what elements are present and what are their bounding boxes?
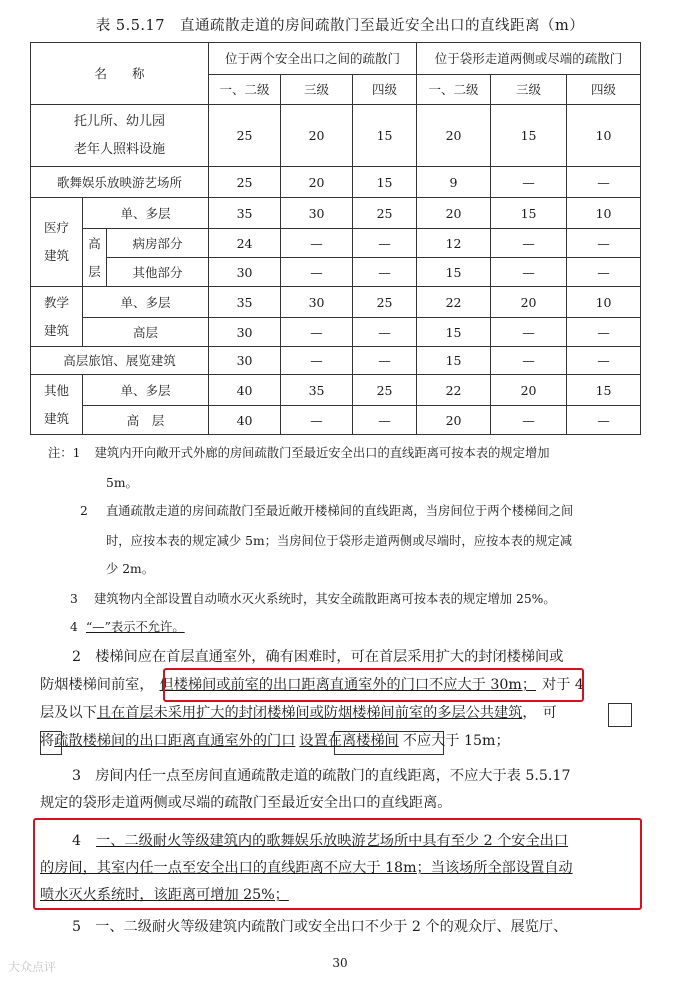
table-cell: 15	[491, 105, 567, 167]
note-1-line	[48, 438, 640, 468]
table-row	[31, 406, 641, 435]
boxed-clause: 设置在离楼梯间	[299, 733, 399, 749]
table-cell: 15	[417, 347, 491, 375]
distance-table	[30, 42, 641, 435]
note-text: “—”表示不允许。	[86, 620, 185, 634]
table-cell: —	[567, 318, 641, 347]
row-label: 单、多层	[83, 198, 209, 229]
note-number: 3	[70, 592, 78, 606]
table-cell: 25	[353, 375, 417, 406]
table-cell: 22	[417, 375, 491, 406]
table-cell: 9	[417, 167, 491, 198]
table-cell: 24	[209, 229, 281, 258]
table-cell: 30	[209, 258, 281, 287]
paragraph-3-line: 规定的袋形走道两侧或尽端的疏散门至最近安全出口的直线距离。	[40, 795, 452, 811]
table-cell: 35	[281, 375, 353, 406]
table-cell: —	[491, 406, 567, 435]
table-cell: —	[491, 229, 567, 258]
table-cell: —	[353, 406, 417, 435]
note-text: 时，应按本表的规定减少 5m；当房间位于袋形走道两侧或尽端时，应按本表的规定减	[106, 534, 573, 548]
table-row	[31, 287, 641, 318]
underlined-clause: 且在首层未采用扩大的封闭楼梯间或防烟楼梯间前室的多层公共建筑	[96, 705, 523, 721]
note-text: 建筑物内全部设置自动喷水灭火系统时，其安全疏散距离可按本表的规定增加 25%。	[94, 592, 556, 606]
high-rise-label-line: 层	[88, 263, 101, 279]
table-cell: 40	[209, 375, 281, 406]
underlined-clause: 疏散楼梯间的出口距离直通室外的门口	[54, 733, 296, 749]
table-cell: —	[281, 347, 353, 375]
table-cell: 25	[209, 105, 281, 167]
paragraph-5-line: 5 一、二级耐火等级建筑内疏散门或安全出口不少于 2 个的观众厅、展览厅、	[72, 919, 568, 935]
row-label: 歌舞娱乐放映游艺场所	[31, 167, 209, 198]
paragraph-text: 防烟楼梯间前室，	[40, 677, 154, 693]
table-row	[31, 105, 641, 167]
table-cell: 15	[353, 105, 417, 167]
high-rise-label-line: 高	[88, 235, 101, 251]
table-cell: 10	[567, 105, 641, 167]
table-row	[31, 318, 641, 347]
note-number: 2	[80, 504, 88, 518]
note-text: 直通疏散走道的房间疏散门至最近敞开楼梯间的直线距离，当房间位于两个楼梯间之间	[106, 504, 574, 518]
level-header: 三级	[281, 75, 353, 105]
note-2-line	[80, 496, 672, 526]
paragraph-text: 不应大于 15m；	[402, 733, 510, 749]
group-label-line: 建筑	[43, 248, 69, 263]
boxed-word: 将	[40, 733, 55, 749]
paragraph-text: ，	[522, 705, 537, 721]
highlighted-clause-18m: 的房间，其室内任一点至安全出口的直线距离不应大于 18m；当该场所全部设置自动	[40, 860, 573, 876]
group-header-between: 位于两个安全出口之间的疏散门	[209, 43, 417, 75]
table-cell: 20	[491, 375, 567, 406]
table-cell: 35	[209, 198, 281, 229]
table-cell: 40	[209, 406, 281, 435]
group-label-medical	[31, 198, 83, 287]
table-cell: —	[567, 229, 641, 258]
highlighted-clause-18m: 喷水灭火系统时，该距离可增加 25%；	[40, 887, 289, 903]
red-highlight-box-30m	[163, 668, 584, 702]
table-cell: 15	[567, 375, 641, 406]
outline-box	[608, 703, 632, 727]
note-number: 1	[72, 446, 81, 460]
table-cell: 35	[209, 287, 281, 318]
note-text: 建筑内开向敞开式外廊的房间疏散门至最近安全出口的直线距离可按本表的规定增加	[94, 446, 550, 460]
table-cell: —	[281, 229, 353, 258]
row-label: 单、多层	[83, 287, 209, 318]
group-label-other	[31, 375, 83, 435]
name-header: 名 称	[31, 43, 209, 105]
table-header-row	[31, 43, 641, 75]
table-cell: —	[567, 347, 641, 375]
table-cell: —	[353, 229, 417, 258]
boxed-word: 可	[542, 705, 557, 721]
table-cell: 22	[417, 287, 491, 318]
notes-prefix: 注：	[48, 446, 73, 460]
table-cell: 20	[417, 105, 491, 167]
table-cell: 20	[281, 105, 353, 167]
page-number: 30	[332, 956, 348, 970]
table-cell: —	[491, 347, 567, 375]
table-cell: 10	[567, 198, 641, 229]
highlighted-clause-30m: 但楼梯间或前室的出口距离直通室外的门口不应大于 30m；	[159, 677, 537, 693]
table-cell: 20	[491, 287, 567, 318]
table-cell: 25	[209, 167, 281, 198]
high-rise-label	[83, 229, 107, 287]
table-cell: 20	[417, 198, 491, 229]
group-label-line: 其他	[43, 382, 69, 398]
table-cell: —	[491, 258, 567, 287]
table-cell: 12	[417, 229, 491, 258]
table-row	[31, 167, 641, 198]
group-label-line: 教学	[43, 294, 69, 310]
note-text: 5m。	[106, 476, 138, 490]
row-label: 其他部分	[107, 258, 209, 287]
paragraph-2-line	[40, 702, 557, 724]
row-label: 高层	[83, 318, 209, 347]
table-cell: 15	[417, 258, 491, 287]
paragraph-text: 层及以下	[40, 705, 97, 721]
note-number: 4	[70, 620, 78, 634]
row-label: 病房部分	[107, 229, 209, 258]
outline-box	[334, 731, 444, 755]
group-label-line: 医疗	[43, 220, 69, 235]
table-row	[31, 258, 641, 287]
level-header: 一、二级	[417, 75, 491, 105]
watermark: 大众点评	[8, 960, 57, 974]
table-cell: 15	[353, 167, 417, 198]
outline-box	[40, 731, 62, 755]
paragraph-number: 4	[72, 833, 82, 849]
table-cell: —	[353, 258, 417, 287]
group-header-dead-end: 位于袋形走道两侧或尽端的疏散门	[417, 43, 641, 75]
table-cell: 20	[281, 167, 353, 198]
paragraph-text: 对于 4	[542, 677, 584, 693]
row-label-line: 托儿所、幼儿园	[74, 113, 166, 129]
table-caption: 表 5.5.17 直通疏散走道的房间疏散门至最近安全出口的直线距离（m）	[95, 18, 585, 34]
table-cell: 10	[567, 287, 641, 318]
group-label-teaching	[31, 287, 83, 347]
table-row	[31, 375, 641, 406]
level-header: 四级	[353, 75, 417, 105]
table-cell: 25	[353, 198, 417, 229]
table-cell: —	[491, 318, 567, 347]
table-cell: —	[567, 258, 641, 287]
table-cell: 15	[491, 198, 567, 229]
table-cell: —	[281, 258, 353, 287]
table-row	[31, 229, 641, 258]
group-label-line: 建筑	[43, 410, 69, 426]
row-label	[31, 105, 209, 167]
table-row	[31, 198, 641, 229]
table-cell: —	[353, 318, 417, 347]
table-cell: 25	[353, 287, 417, 318]
note-4-line	[70, 612, 662, 642]
table-cell: —	[281, 318, 353, 347]
table-row	[31, 347, 641, 375]
row-label-line: 老年人照料设施	[74, 141, 166, 157]
row-label: 高层旅馆、展览建筑	[31, 347, 209, 375]
level-header: 三级	[491, 75, 567, 105]
table-cell: 20	[417, 406, 491, 435]
highlighted-clause-18m: 一、二级耐火等级建筑内的歌舞娱乐放映游艺场所中具有至少 2 个安全出口	[96, 833, 569, 849]
row-label: 单、多层	[83, 375, 209, 406]
level-header: 四级	[567, 75, 641, 105]
row-label: 高 层	[83, 406, 209, 435]
table-cell: 15	[417, 318, 491, 347]
paragraph-2-line: 2 楼梯间应在首层直通室外，确有困难时，可在首层采用扩大的封闭楼梯间或	[72, 649, 564, 665]
paragraph-3-line: 3 房间内任一点至房间直通疏散走道的疏散门的直线距离，不应大于表 5.5.17	[72, 768, 571, 784]
table-cell: —	[281, 406, 353, 435]
group-label-line: 建筑	[43, 322, 69, 338]
level-header: 一、二级	[209, 75, 281, 105]
table-cell: —	[567, 167, 641, 198]
note-text: 少 2m。	[106, 562, 154, 576]
table-cell: 30	[209, 318, 281, 347]
table-cell: —	[567, 406, 641, 435]
table-cell: 30	[209, 347, 281, 375]
table-cell: 30	[281, 287, 353, 318]
table-cell: —	[353, 347, 417, 375]
table-cell: —	[491, 167, 567, 198]
red-highlight-box-paragraph-4	[33, 818, 642, 910]
note-3-line	[70, 584, 662, 614]
table-cell: 30	[281, 198, 353, 229]
